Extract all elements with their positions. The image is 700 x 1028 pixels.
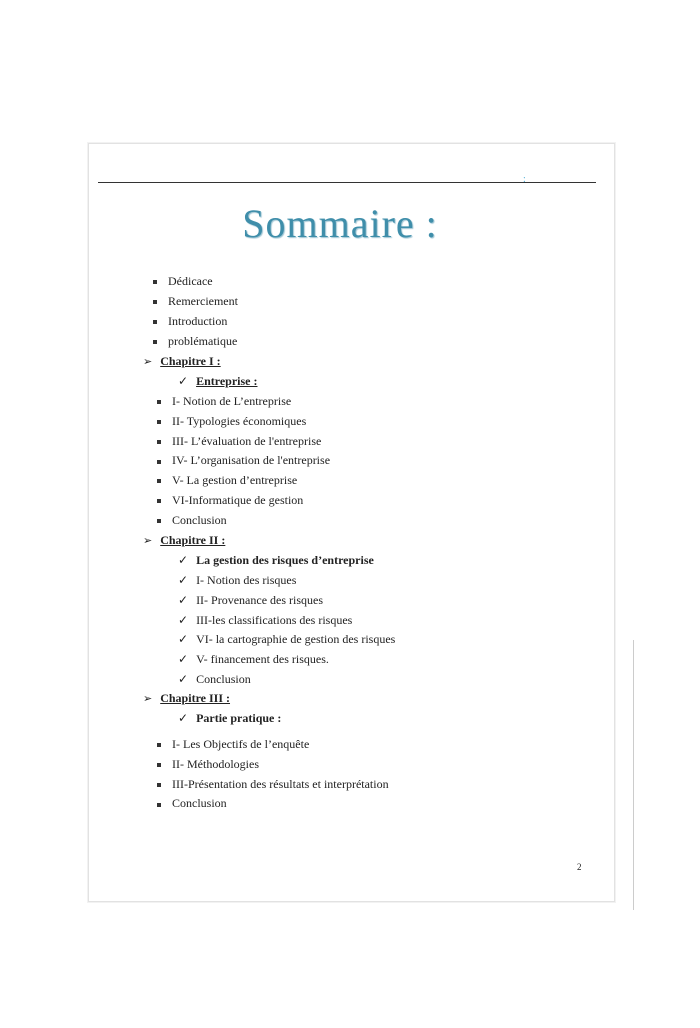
bullet-square-icon (153, 280, 157, 284)
toc-entry (178, 652, 329, 666)
arrow-bullet-icon: ➢ (143, 356, 153, 368)
toc-entry (157, 757, 259, 771)
check-bullet-icon: ✓ (178, 374, 189, 388)
toc-entry-text: V- financement des risques. (196, 652, 329, 667)
toc-entry-text: II- Typologies économiques (172, 413, 307, 428)
toc-entry (157, 453, 330, 467)
toc-entry (157, 513, 227, 527)
toc-entry (178, 711, 281, 725)
toc-entry-text: Remerciement (168, 294, 238, 308)
toc-entry-text: Chapitre II : (160, 533, 226, 547)
toc-entry (153, 274, 213, 288)
toc-entry-text: III-Présentation des résultats et interprétation (172, 776, 389, 791)
toc-entry (157, 493, 303, 507)
toc-entry-text: problématique (168, 334, 238, 348)
toc-entry-text: Dédicace (168, 274, 213, 288)
bullet-square-icon (153, 320, 157, 324)
header-mark: : (523, 174, 526, 185)
bullet-square-icon (157, 479, 161, 483)
bullet-square-icon (157, 420, 161, 424)
bullet-square-icon (157, 400, 161, 404)
toc-entry-text: III-les classifications des risques (196, 612, 353, 627)
toc-entry-text: Entreprise : (196, 374, 258, 388)
check-bullet-icon: ✓ (178, 672, 189, 686)
bullet-square-icon (153, 300, 157, 304)
toc-entry (153, 334, 237, 348)
toc-entry (157, 434, 321, 448)
bullet-square-icon (157, 499, 161, 503)
check-bullet-icon: ✓ (178, 652, 189, 667)
toc-entry (143, 533, 225, 548)
toc-entry-text: Conclusion (172, 796, 227, 811)
toc-entry-text: Conclusion (172, 512, 227, 527)
bullet-square-icon (157, 783, 161, 787)
arrow-bullet-icon: ➢ (143, 535, 153, 547)
toc-entry-text: III- L’évaluation de l'entreprise (172, 433, 322, 448)
toc-entry-text: VI-Informatique de gestion (172, 493, 304, 507)
check-bullet-icon: ✓ (178, 612, 189, 627)
bullet-square-icon (157, 519, 161, 523)
toc-entry (157, 394, 291, 408)
toc-entry (157, 777, 389, 791)
toc-entry-text: V- La gestion d’entreprise (172, 473, 298, 488)
toc-entry-text: Introduction (168, 314, 228, 328)
check-bullet-icon: ✓ (178, 553, 189, 567)
check-bullet-icon: ✓ (178, 711, 189, 725)
toc-entry-text: La gestion des risques d’entreprise (196, 553, 374, 567)
check-bullet-icon: ✓ (178, 632, 189, 647)
bullet-square-icon (157, 803, 161, 807)
toc-entry (178, 672, 251, 686)
bullet-square-icon (157, 440, 161, 444)
toc-entry-text: I- Notion de L’entreprise (172, 394, 292, 408)
toc-entry (143, 354, 221, 369)
bullet-square-icon (157, 763, 161, 767)
toc-entry (157, 737, 309, 751)
toc-entry-text: Chapitre III : (160, 691, 231, 705)
toc-entry (178, 593, 323, 607)
check-bullet-icon: ✓ (178, 592, 189, 607)
toc-entry (178, 573, 296, 587)
toc-entry-text: II- Provenance des risques (196, 592, 324, 607)
check-bullet-icon: ✓ (178, 573, 189, 587)
toc-entry (153, 294, 238, 308)
toc-entry-text: Chapitre I : (160, 354, 221, 368)
bullet-square-icon (153, 340, 157, 344)
page-number: 2 (577, 862, 582, 872)
toc-entry (143, 691, 230, 706)
toc-entry (178, 553, 374, 567)
toc-entry (178, 374, 258, 388)
toc-entry-text: II- Méthodologies (172, 756, 259, 771)
toc-entry (157, 473, 297, 487)
scan-edge (633, 640, 634, 910)
toc-entry-text: I- Les Objectifs de l’enquête (172, 737, 310, 751)
toc-entry-text: Conclusion (196, 672, 251, 686)
toc-entry (157, 414, 306, 428)
arrow-bullet-icon: ➢ (143, 693, 153, 705)
toc-entry-text: VI- la cartographie de gestion des risques (196, 632, 396, 647)
page-title: Sommaire : (242, 201, 438, 246)
toc-entry-text: IV- L’organisation de l'entreprise (172, 453, 331, 468)
header-rule (98, 182, 596, 183)
bullet-square-icon (157, 460, 161, 464)
toc-entry-text: I- Notion des risques (196, 573, 297, 587)
toc-entry (153, 314, 227, 328)
toc-entry (178, 632, 395, 646)
toc-entry (157, 796, 227, 810)
toc-entry-text: Partie pratique : (196, 711, 282, 725)
bullet-square-icon (157, 743, 161, 747)
toc-entry (178, 613, 352, 627)
